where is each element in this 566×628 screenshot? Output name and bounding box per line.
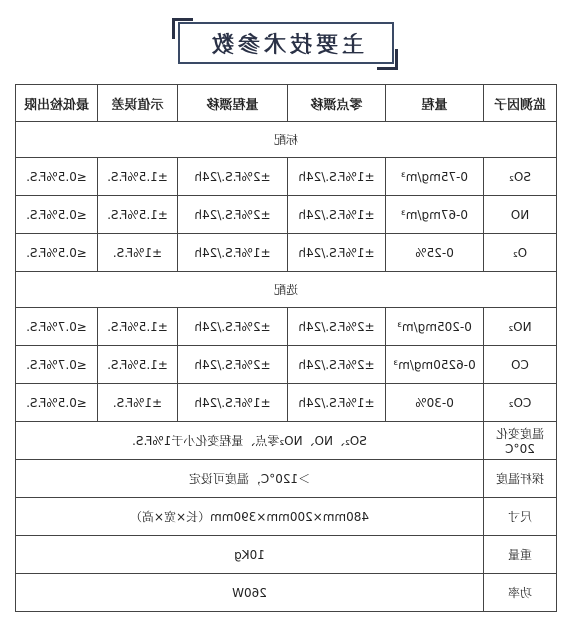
- factor-name: NO₂: [484, 308, 557, 346]
- spec-label: 重量: [484, 536, 557, 574]
- table-cell: ±1.5%F.S.: [98, 158, 178, 196]
- column-header: 零点漂移: [288, 85, 386, 122]
- table-row: [16, 346, 557, 384]
- column-header: 示值误差: [98, 85, 178, 122]
- table-cell: ±2%F.S./24h: [178, 158, 288, 196]
- column-header: 量程漂移: [178, 85, 288, 122]
- table-cell: 0-205mg/m³: [386, 308, 484, 346]
- section-label: 标配: [16, 122, 557, 158]
- spec-label: 尺寸: [484, 498, 557, 536]
- spec-row: [16, 498, 557, 536]
- table-header-row: [16, 85, 557, 122]
- table-cell: ≤0.5%F.S.: [16, 158, 98, 196]
- table-cell: ±1%F.S./24h: [288, 234, 386, 272]
- table-cell: ≤0.7%F.S.: [16, 308, 98, 346]
- spec-row: [16, 536, 557, 574]
- section-label: 选配: [16, 272, 557, 308]
- spec-value: 10Kg: [16, 536, 484, 574]
- spec-value: SO₂、NO、NO₂零点、量程变化小于1%F.S.: [16, 422, 484, 460]
- table-cell: 0-25%: [386, 234, 484, 272]
- column-header: 最低检出限: [16, 85, 98, 122]
- table-cell: ±1%F.S./24h: [288, 196, 386, 234]
- section-row: [16, 272, 557, 308]
- table-cell: 0-67mg/m³: [386, 196, 484, 234]
- table-cell: ≤0.5%F.S.: [16, 196, 98, 234]
- table-cell: ±1.5%F.S.: [98, 196, 178, 234]
- table-cell: ±2%F.S./24h: [288, 308, 386, 346]
- table-row: [16, 196, 557, 234]
- table-cell: ±1%F.S./24h: [288, 158, 386, 196]
- table-cell: ≤0.5%F.S.: [16, 384, 98, 422]
- spec-label: 探杆温度: [484, 460, 557, 498]
- spec-value: 480mm×200mm×390mm（长×宽×高）: [16, 498, 484, 536]
- table-cell: ±1.5%F.S.: [98, 308, 178, 346]
- factor-name: O₂: [484, 234, 557, 272]
- spec-value: 260W: [16, 574, 484, 612]
- parameters-table: [15, 84, 557, 612]
- table-cell: ≤0.7%F.S.: [16, 346, 98, 384]
- factor-name: NO: [484, 196, 557, 234]
- spec-label: 功率: [484, 574, 557, 612]
- table-cell: ≤0.5%F.S.: [16, 234, 98, 272]
- table-cell: ±2%F.S./24h: [178, 196, 288, 234]
- table-row: [16, 158, 557, 196]
- table-row: [16, 308, 557, 346]
- column-header: 量程: [386, 85, 484, 122]
- table-cell: ±1%F.S.: [98, 384, 178, 422]
- column-header: 监测因子: [484, 85, 557, 122]
- spec-row: [16, 574, 557, 612]
- table-row: [16, 234, 557, 272]
- table-cell: ±1%F.S./24h: [178, 384, 288, 422]
- factor-name: SO₂: [484, 158, 557, 196]
- factor-name: CO: [484, 346, 557, 384]
- factor-name: CO₂: [484, 384, 557, 422]
- table-cell: 0-75mg/m³: [386, 158, 484, 196]
- table-cell: 0-6250mg/m³: [386, 346, 484, 384]
- section-row: [16, 122, 557, 158]
- table-row: [16, 384, 557, 422]
- title-badge: [172, 18, 394, 68]
- table-cell: 0-30%: [386, 384, 484, 422]
- table-cell: ±2%F.S./24h: [288, 346, 386, 384]
- spec-label: 温度变化20°C: [484, 422, 557, 460]
- spec-row: [16, 460, 557, 498]
- table-cell: ±2%F.S./24h: [178, 308, 288, 346]
- table-cell: ±1.5%F.S.: [98, 346, 178, 384]
- page-title: 主要技术参数: [178, 22, 394, 64]
- table-cell: ±1%F.S./24h: [178, 234, 288, 272]
- spec-value: ＞120°C，温度可设定: [16, 460, 484, 498]
- table-cell: ±1%F.S.: [98, 234, 178, 272]
- table-cell: ±2%F.S./24h: [178, 346, 288, 384]
- table-cell: ±1%F.S./24h: [288, 384, 386, 422]
- spec-row: [16, 422, 557, 460]
